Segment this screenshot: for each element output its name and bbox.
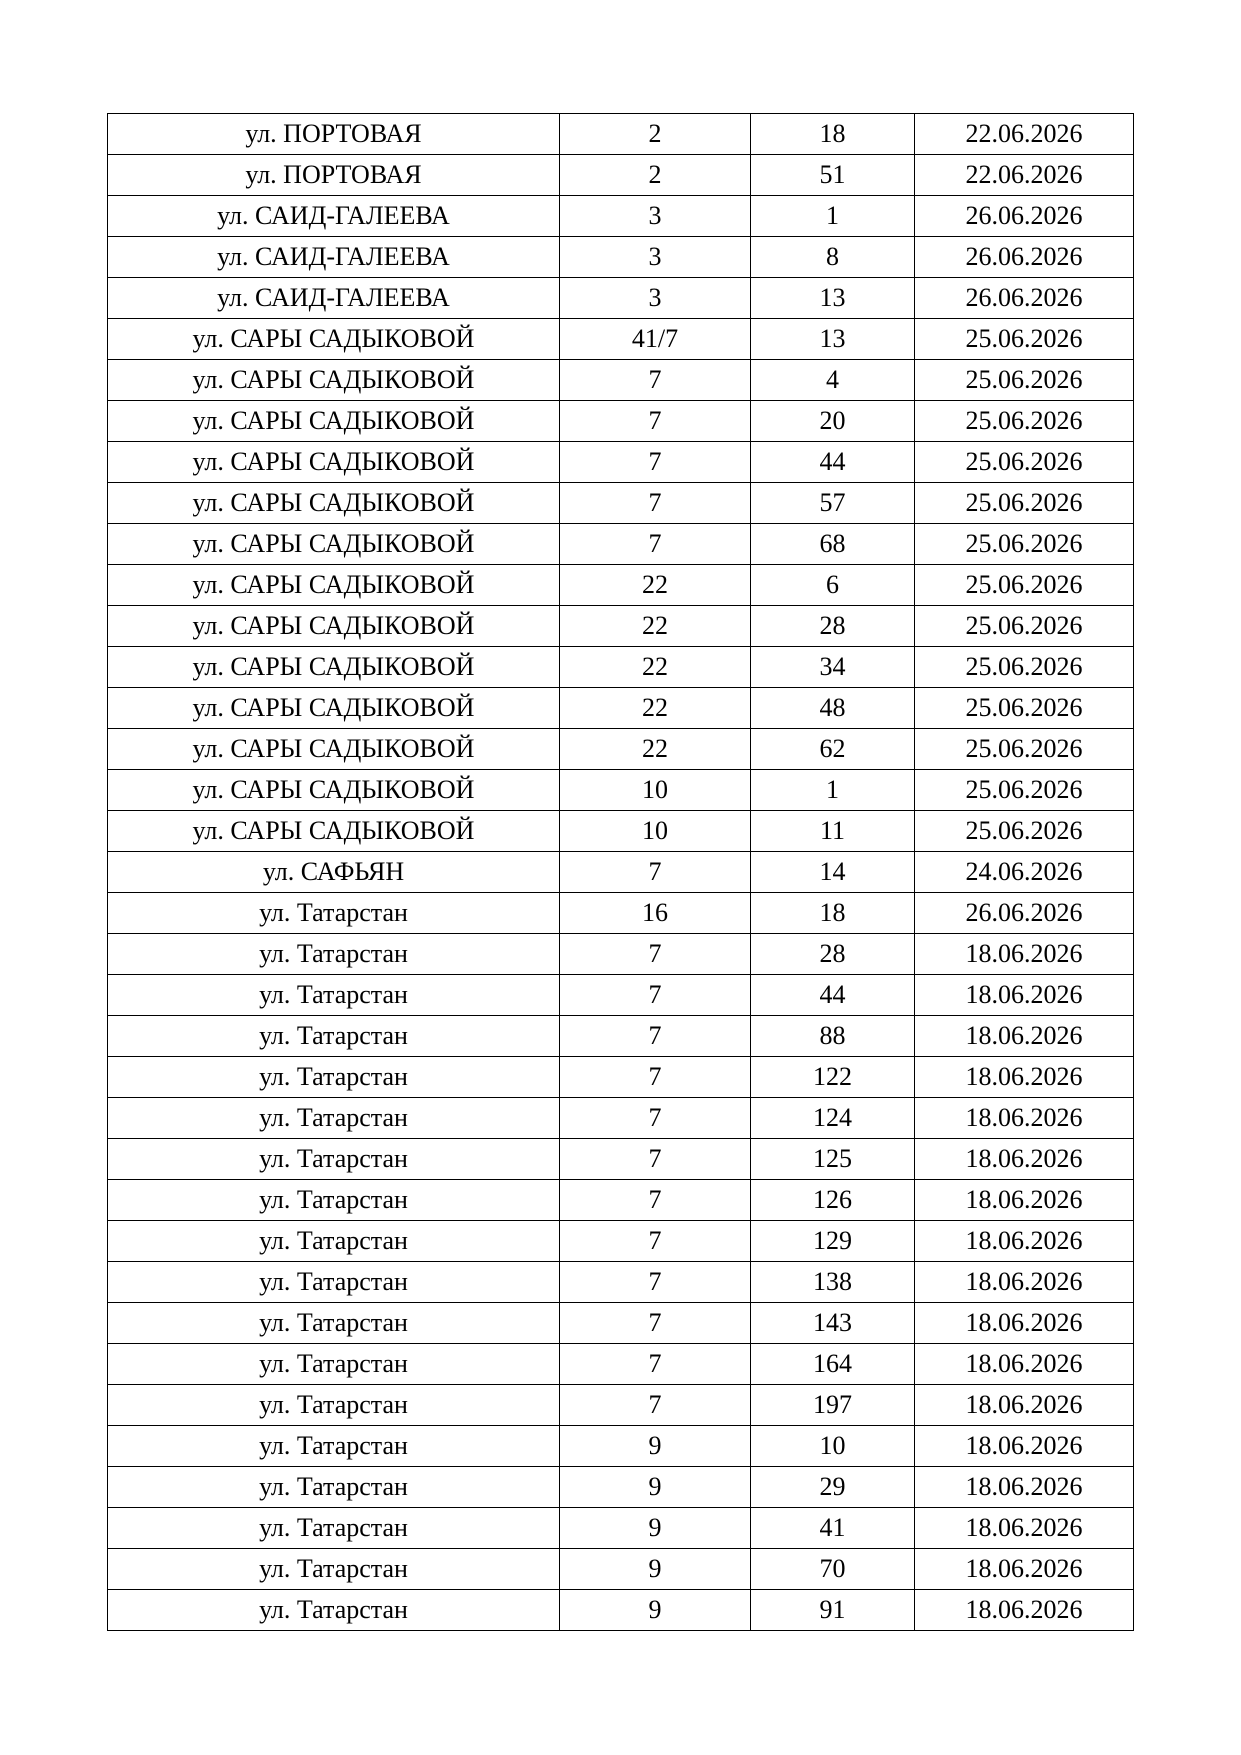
table-row (108, 1344, 1134, 1385)
house-number-cell: 7 (560, 934, 751, 975)
table-row (108, 155, 1134, 196)
apartment-number-cell: 124 (751, 1098, 915, 1139)
house-number-cell: 22 (560, 606, 751, 647)
date-cell: 18.06.2026 (915, 1057, 1134, 1098)
apartment-number-cell: 164 (751, 1344, 915, 1385)
apartment-number-cell: 70 (751, 1549, 915, 1590)
house-number-cell: 41/7 (560, 319, 751, 360)
date-cell: 22.06.2026 (915, 155, 1134, 196)
table-row (108, 114, 1134, 155)
table-row (108, 1057, 1134, 1098)
date-cell: 18.06.2026 (915, 1426, 1134, 1467)
date-cell: 24.06.2026 (915, 852, 1134, 893)
date-cell: 18.06.2026 (915, 1549, 1134, 1590)
date-cell: 26.06.2026 (915, 278, 1134, 319)
date-cell: 26.06.2026 (915, 893, 1134, 934)
house-number-cell: 2 (560, 114, 751, 155)
date-cell: 18.06.2026 (915, 1590, 1134, 1631)
table-row (108, 1590, 1134, 1631)
apartment-number-cell: 197 (751, 1385, 915, 1426)
street-cell: ул. САРЫ САДЫКОВОЙ (108, 565, 560, 606)
table-row (108, 1098, 1134, 1139)
house-number-cell: 22 (560, 688, 751, 729)
house-number-cell: 7 (560, 524, 751, 565)
street-cell: ул. САИД-ГАЛЕЕВА (108, 278, 560, 319)
table-row (108, 1549, 1134, 1590)
house-number-cell: 9 (560, 1590, 751, 1631)
date-cell: 18.06.2026 (915, 1467, 1134, 1508)
house-number-cell: 7 (560, 401, 751, 442)
apartment-number-cell: 11 (751, 811, 915, 852)
apartment-number-cell: 44 (751, 975, 915, 1016)
apartment-number-cell: 122 (751, 1057, 915, 1098)
apartment-number-cell: 143 (751, 1303, 915, 1344)
apartment-number-cell: 138 (751, 1262, 915, 1303)
street-cell: ул. САРЫ САДЫКОВОЙ (108, 401, 560, 442)
house-number-cell: 7 (560, 1139, 751, 1180)
apartment-number-cell: 4 (751, 360, 915, 401)
table-row (108, 1180, 1134, 1221)
apartment-number-cell: 6 (751, 565, 915, 606)
house-number-cell: 2 (560, 155, 751, 196)
table-row (108, 319, 1134, 360)
date-cell: 18.06.2026 (915, 1221, 1134, 1262)
table-row (108, 811, 1134, 852)
house-number-cell: 7 (560, 483, 751, 524)
table-row (108, 1016, 1134, 1057)
street-cell: ул. САРЫ САДЫКОВОЙ (108, 319, 560, 360)
street-cell: ул. Татарстан (108, 1057, 560, 1098)
street-cell: ул. САФЬЯН (108, 852, 560, 893)
apartment-number-cell: 48 (751, 688, 915, 729)
table-row (108, 1303, 1134, 1344)
date-cell: 18.06.2026 (915, 1344, 1134, 1385)
apartment-number-cell: 13 (751, 319, 915, 360)
date-cell: 18.06.2026 (915, 1303, 1134, 1344)
table-row (108, 1467, 1134, 1508)
apartment-number-cell: 1 (751, 770, 915, 811)
house-number-cell: 7 (560, 1098, 751, 1139)
house-number-cell: 9 (560, 1467, 751, 1508)
apartment-number-cell: 62 (751, 729, 915, 770)
street-cell: ул. ПОРТОВАЯ (108, 155, 560, 196)
apartment-number-cell: 44 (751, 442, 915, 483)
apartment-number-cell: 91 (751, 1590, 915, 1631)
house-number-cell: 7 (560, 1221, 751, 1262)
date-cell: 25.06.2026 (915, 401, 1134, 442)
table-row (108, 1139, 1134, 1180)
table-row (108, 1508, 1134, 1549)
date-cell: 18.06.2026 (915, 1180, 1134, 1221)
street-cell: ул. САРЫ САДЫКОВОЙ (108, 647, 560, 688)
house-number-cell: 3 (560, 196, 751, 237)
house-number-cell: 7 (560, 360, 751, 401)
date-cell: 18.06.2026 (915, 975, 1134, 1016)
date-cell: 25.06.2026 (915, 647, 1134, 688)
house-number-cell: 7 (560, 442, 751, 483)
table-row (108, 1385, 1134, 1426)
street-cell: ул. Татарстан (108, 1467, 560, 1508)
apartment-number-cell: 41 (751, 1508, 915, 1549)
house-number-cell: 16 (560, 893, 751, 934)
street-cell: ул. Татарстан (108, 1303, 560, 1344)
date-cell: 18.06.2026 (915, 1508, 1134, 1549)
table-row (108, 442, 1134, 483)
street-cell: ул. Татарстан (108, 1098, 560, 1139)
table-row (108, 565, 1134, 606)
table-row (108, 1262, 1134, 1303)
street-cell: ул. Татарстан (108, 1016, 560, 1057)
date-cell: 25.06.2026 (915, 729, 1134, 770)
date-cell: 18.06.2026 (915, 934, 1134, 975)
apartment-number-cell: 29 (751, 1467, 915, 1508)
street-cell: ул. Татарстан (108, 1549, 560, 1590)
house-number-cell: 7 (560, 1344, 751, 1385)
street-cell: ул. САРЫ САДЫКОВОЙ (108, 360, 560, 401)
date-cell: 22.06.2026 (915, 114, 1134, 155)
apartment-number-cell: 129 (751, 1221, 915, 1262)
date-cell: 18.06.2026 (915, 1262, 1134, 1303)
house-number-cell: 9 (560, 1426, 751, 1467)
house-number-cell: 22 (560, 729, 751, 770)
table-row (108, 606, 1134, 647)
street-cell: ул. САРЫ САДЫКОВОЙ (108, 688, 560, 729)
apartment-number-cell: 28 (751, 606, 915, 647)
table-row (108, 852, 1134, 893)
house-number-cell: 3 (560, 278, 751, 319)
table-row (108, 688, 1134, 729)
apartment-number-cell: 18 (751, 893, 915, 934)
house-number-cell: 7 (560, 1262, 751, 1303)
house-number-cell: 3 (560, 237, 751, 278)
house-number-cell: 7 (560, 1180, 751, 1221)
house-number-cell: 7 (560, 975, 751, 1016)
date-cell: 26.06.2026 (915, 237, 1134, 278)
apartment-number-cell: 1 (751, 196, 915, 237)
street-cell: ул. САИД-ГАЛЕЕВА (108, 196, 560, 237)
table-row (108, 975, 1134, 1016)
street-cell: ул. Татарстан (108, 1385, 560, 1426)
date-cell: 25.06.2026 (915, 811, 1134, 852)
house-number-cell: 7 (560, 1385, 751, 1426)
table-row (108, 483, 1134, 524)
table-row (108, 934, 1134, 975)
date-cell: 25.06.2026 (915, 565, 1134, 606)
apartment-number-cell: 14 (751, 852, 915, 893)
street-cell: ул. САРЫ САДЫКОВОЙ (108, 606, 560, 647)
date-cell: 25.06.2026 (915, 319, 1134, 360)
table-row (108, 729, 1134, 770)
street-cell: ул. Татарстан (108, 1139, 560, 1180)
apartment-number-cell: 20 (751, 401, 915, 442)
street-cell: ул. ПОРТОВАЯ (108, 114, 560, 155)
date-cell: 25.06.2026 (915, 606, 1134, 647)
street-cell: ул. Татарстан (108, 975, 560, 1016)
house-number-cell: 10 (560, 770, 751, 811)
street-cell: ул. Татарстан (108, 1180, 560, 1221)
date-cell: 25.06.2026 (915, 360, 1134, 401)
street-cell: ул. Татарстан (108, 1221, 560, 1262)
apartment-number-cell: 18 (751, 114, 915, 155)
house-number-cell: 22 (560, 647, 751, 688)
street-cell: ул. САРЫ САДЫКОВОЙ (108, 524, 560, 565)
house-number-cell: 7 (560, 1303, 751, 1344)
table-row (108, 647, 1134, 688)
apartment-number-cell: 10 (751, 1426, 915, 1467)
apartment-number-cell: 126 (751, 1180, 915, 1221)
street-cell: ул. Татарстан (108, 1262, 560, 1303)
date-cell: 25.06.2026 (915, 442, 1134, 483)
house-number-cell: 9 (560, 1549, 751, 1590)
apartment-number-cell: 51 (751, 155, 915, 196)
house-number-cell: 7 (560, 1016, 751, 1057)
table-body (108, 114, 1134, 1631)
house-number-cell: 7 (560, 1057, 751, 1098)
date-cell: 25.06.2026 (915, 688, 1134, 729)
table-row (108, 893, 1134, 934)
street-cell: ул. САРЫ САДЫКОВОЙ (108, 729, 560, 770)
apartment-number-cell: 125 (751, 1139, 915, 1180)
table-row (108, 278, 1134, 319)
apartment-number-cell: 88 (751, 1016, 915, 1057)
table-row (108, 196, 1134, 237)
address-table (107, 113, 1134, 1631)
table-row (108, 524, 1134, 565)
date-cell: 18.06.2026 (915, 1385, 1134, 1426)
house-number-cell: 9 (560, 1508, 751, 1549)
apartment-number-cell: 68 (751, 524, 915, 565)
date-cell: 18.06.2026 (915, 1016, 1134, 1057)
date-cell: 18.06.2026 (915, 1098, 1134, 1139)
apartment-number-cell: 13 (751, 278, 915, 319)
house-number-cell: 10 (560, 811, 751, 852)
table-row (108, 237, 1134, 278)
apartment-number-cell: 34 (751, 647, 915, 688)
date-cell: 25.06.2026 (915, 770, 1134, 811)
house-number-cell: 22 (560, 565, 751, 606)
street-cell: ул. Татарстан (108, 1590, 560, 1631)
table-row (108, 401, 1134, 442)
street-cell: ул. Татарстан (108, 893, 560, 934)
street-cell: ул. Татарстан (108, 1344, 560, 1385)
street-cell: ул. САРЫ САДЫКОВОЙ (108, 770, 560, 811)
street-cell: ул. Татарстан (108, 1426, 560, 1467)
date-cell: 26.06.2026 (915, 196, 1134, 237)
table-row (108, 1426, 1134, 1467)
street-cell: ул. САРЫ САДЫКОВОЙ (108, 811, 560, 852)
apartment-number-cell: 28 (751, 934, 915, 975)
street-cell: ул. САРЫ САДЫКОВОЙ (108, 442, 560, 483)
date-cell: 25.06.2026 (915, 524, 1134, 565)
house-number-cell: 7 (560, 852, 751, 893)
date-cell: 18.06.2026 (915, 1139, 1134, 1180)
table-row (108, 360, 1134, 401)
apartment-number-cell: 57 (751, 483, 915, 524)
apartment-number-cell: 8 (751, 237, 915, 278)
table-row (108, 770, 1134, 811)
date-cell: 25.06.2026 (915, 483, 1134, 524)
street-cell: ул. Татарстан (108, 1508, 560, 1549)
street-cell: ул. Татарстан (108, 934, 560, 975)
street-cell: ул. САРЫ САДЫКОВОЙ (108, 483, 560, 524)
table-row (108, 1221, 1134, 1262)
street-cell: ул. САИД-ГАЛЕЕВА (108, 237, 560, 278)
